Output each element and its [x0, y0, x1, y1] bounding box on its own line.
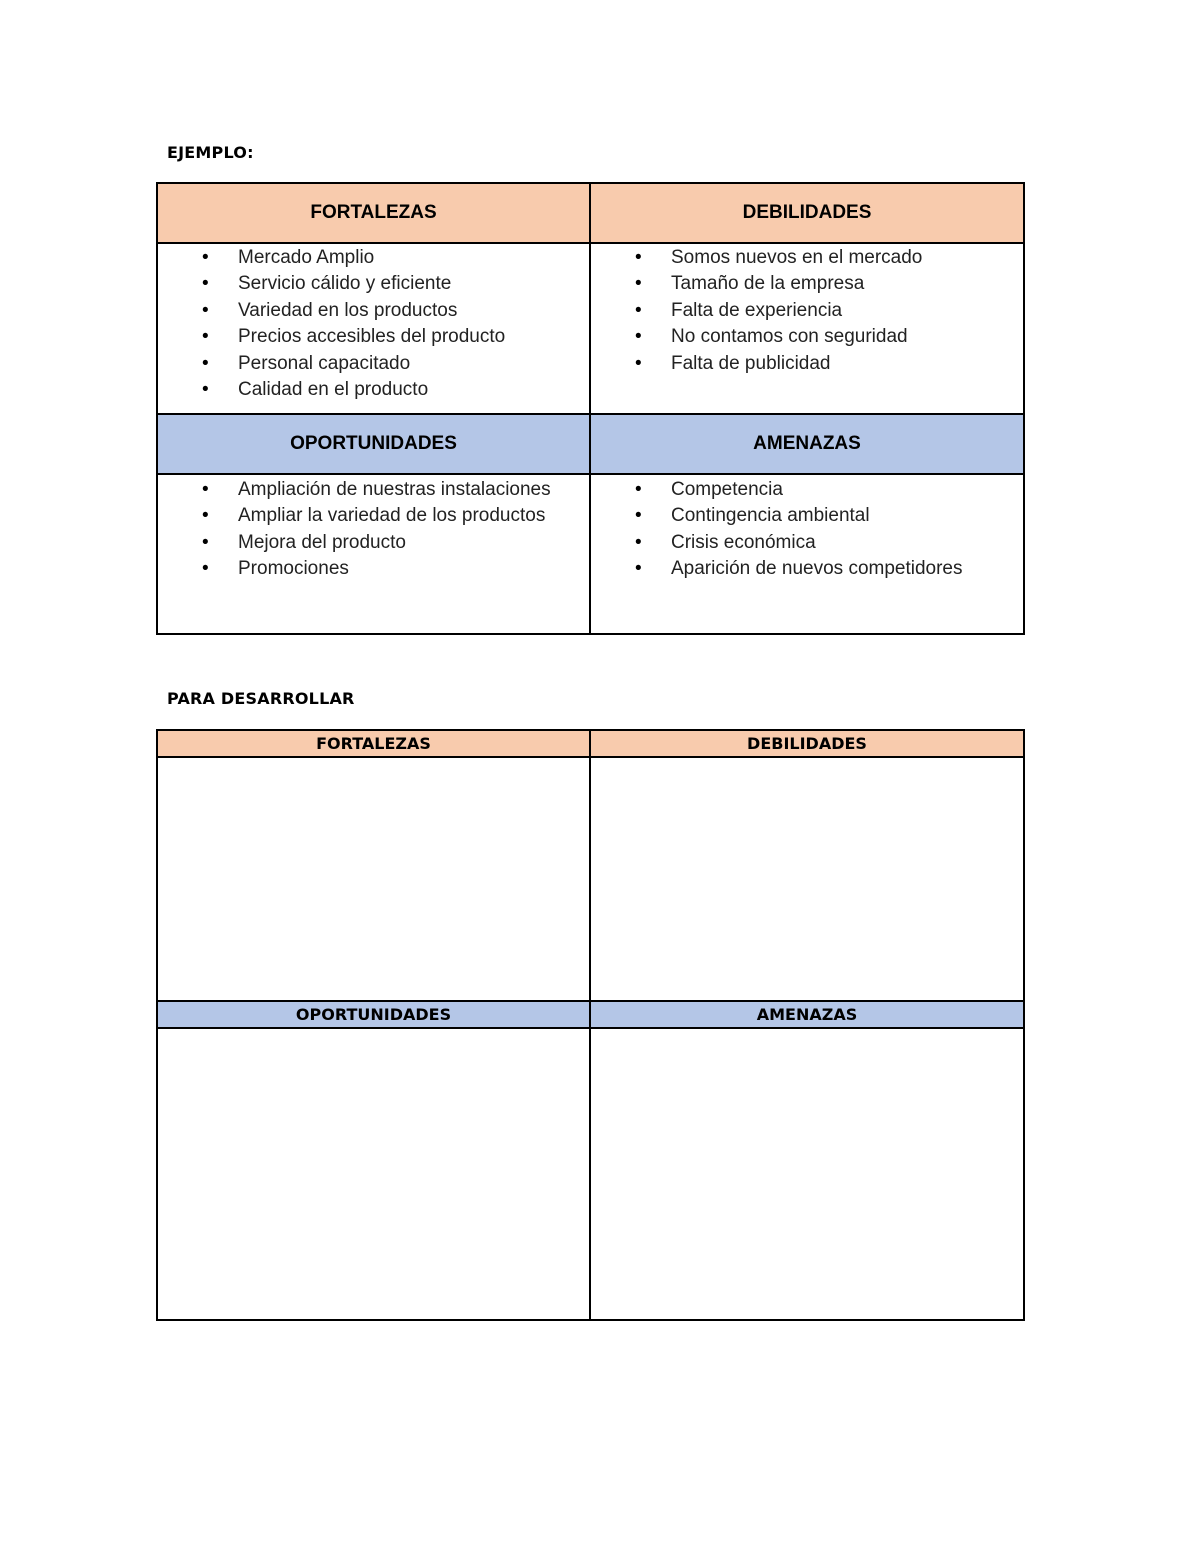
- develop-header-row-2: [157, 1001, 1024, 1028]
- develop-body-row-2: [157, 1028, 1024, 1320]
- example-header-row-1: [157, 183, 1024, 243]
- example-amenazas-cell: [590, 474, 1024, 634]
- develop-debilidades-header: DEBILIDADES: [590, 730, 1024, 757]
- develop-fortalezas-cell[interactable]: [157, 757, 590, 1001]
- example-header-row-2: [157, 414, 1024, 474]
- develop-amenazas-cell[interactable]: [590, 1028, 1024, 1320]
- list-item: • Ampliación de nuestras instalaciones: [238, 477, 589, 503]
- amenazas-list: [591, 475, 1023, 583]
- list-item: • Mercado Amplio: [238, 245, 589, 271]
- oportunidades-list: [158, 475, 589, 583]
- example-oportunidades-header: OPORTUNIDADES: [157, 414, 590, 474]
- list-item: • Mejora del producto: [238, 530, 589, 556]
- list-item: • Tamaño de la empresa: [671, 271, 1023, 297]
- list-item: • Variedad en los productos: [238, 298, 589, 324]
- develop-header-row-1: [157, 730, 1024, 757]
- example-oportunidades-cell: [157, 474, 590, 634]
- example-debilidades-cell: [590, 243, 1024, 414]
- example-amenazas-header: AMENAZAS: [590, 414, 1024, 474]
- list-item: • Somos nuevos en el mercado: [671, 245, 1023, 271]
- list-item: • No contamos con seguridad: [671, 324, 1023, 350]
- list-item: • Servicio cálido y eficiente: [238, 271, 589, 297]
- list-item: • Calidad en el producto: [238, 377, 589, 403]
- example-debilidades-header: DEBILIDADES: [590, 183, 1024, 243]
- develop-oportunidades-header: OPORTUNIDADES: [157, 1001, 590, 1028]
- develop-fortalezas-header: FORTALEZAS: [157, 730, 590, 757]
- develop-amenazas-header: AMENAZAS: [590, 1001, 1024, 1028]
- list-item: • Crisis económica: [671, 530, 1023, 556]
- list-item: • Promociones: [238, 556, 589, 582]
- develop-oportunidades-cell[interactable]: [157, 1028, 590, 1320]
- example-swot-table: [156, 182, 1025, 635]
- list-item: • Precios accesibles del producto: [238, 324, 589, 350]
- list-item: • Falta de experiencia: [671, 298, 1023, 324]
- example-section-title: EJEMPLO:: [167, 143, 254, 162]
- develop-debilidades-cell[interactable]: [590, 757, 1024, 1001]
- fortalezas-list: [158, 244, 589, 403]
- list-item: • Ampliar la variedad de los productos: [238, 503, 589, 529]
- develop-swot-table: [156, 729, 1025, 1321]
- list-item: • Competencia: [671, 477, 1023, 503]
- example-fortalezas-header: FORTALEZAS: [157, 183, 590, 243]
- debilidades-list: [591, 244, 1023, 377]
- list-item: • Contingencia ambiental: [671, 503, 1023, 529]
- example-body-row-1: [157, 243, 1024, 414]
- develop-body-row-1: [157, 757, 1024, 1001]
- develop-section-title: PARA DESARROLLAR: [167, 689, 355, 708]
- list-item: • Personal capacitado: [238, 351, 589, 377]
- list-item: • Falta de publicidad: [671, 351, 1023, 377]
- example-fortalezas-cell: [157, 243, 590, 414]
- list-item: • Aparición de nuevos competidores: [671, 556, 1023, 582]
- example-body-row-2: [157, 474, 1024, 634]
